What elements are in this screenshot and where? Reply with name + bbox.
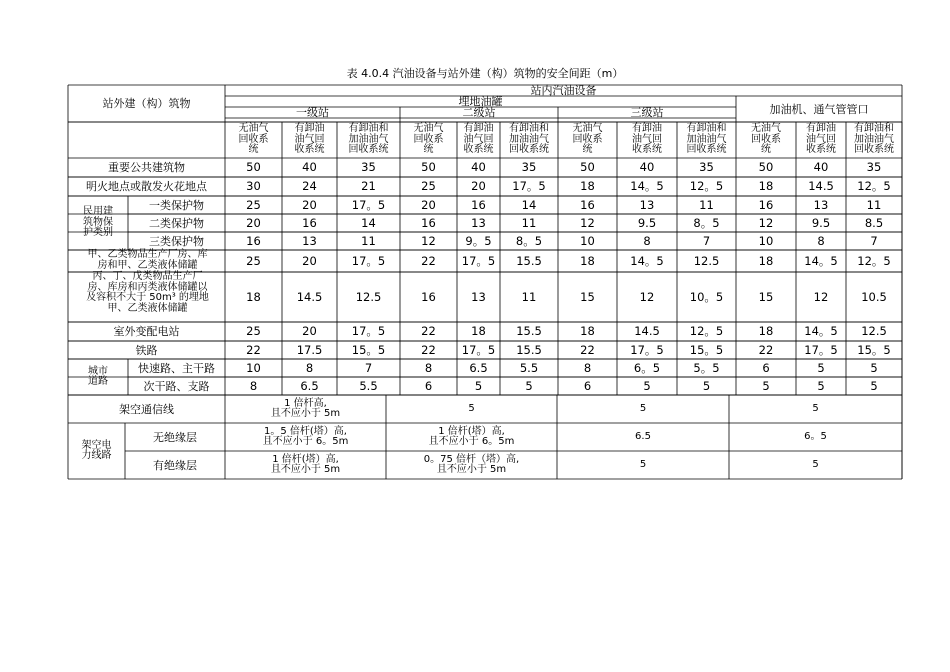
header-building: 站外建（构）筑物 xyxy=(102,97,191,110)
column-header-col-unload-fill-recovery: 有卸油和 加油油气 回收系统 xyxy=(686,123,727,156)
table-cell: 5。5 xyxy=(693,360,720,375)
table-cell: 5 xyxy=(870,378,878,393)
table-cell: 6 xyxy=(583,378,592,393)
table-cell: 11 xyxy=(699,197,714,212)
header-buried-tank: 埋地油罐 xyxy=(458,95,503,108)
table-cell: 17.5 xyxy=(296,342,323,357)
table-cell: 7 xyxy=(364,360,373,375)
row-label: 丙、丁、戊类物品生产厂 房、库房和丙类液体储罐以 及容积不大于 50m³ 的埋地 甲、乙类液体储罐 xyxy=(86,271,209,314)
table-cell: 11 xyxy=(521,215,537,230)
table-cell: 12.5 xyxy=(861,324,887,338)
table-cell: 1。5 倍杆(塔）高, 且不应小于 6。5m xyxy=(262,425,349,447)
table-cell: 15.5 xyxy=(516,342,542,357)
table-cell: 7 xyxy=(870,233,878,248)
table-cell: 18 xyxy=(580,324,595,338)
table-cell: 15。5 xyxy=(857,342,891,357)
table-cell: 18 xyxy=(580,179,595,193)
table-cell: 12.5 xyxy=(693,253,720,268)
table-cell: 6.5 xyxy=(469,360,488,375)
table-cell: 5.5 xyxy=(519,360,539,375)
column-header-col-no-recovery: 无油气 回收系 统 xyxy=(238,123,269,156)
table-cell: 16 xyxy=(302,215,317,230)
table-cell: 14。5 xyxy=(804,324,838,338)
column-header-col-unload-recovery: 有卸油 油气回 收系统 xyxy=(632,123,662,156)
table-cell: 12 xyxy=(758,215,774,230)
table-cell: 5 xyxy=(812,402,819,414)
table-cell: 15.5 xyxy=(516,253,542,268)
table-cell: 11 xyxy=(866,197,882,212)
table-cell: 11 xyxy=(521,289,537,304)
table-cell: 22 xyxy=(758,342,774,357)
table-cell: 50 xyxy=(421,160,436,174)
table-cell: 20 xyxy=(246,215,261,230)
table-cell: 20 xyxy=(471,179,486,193)
table-cell: 9.5 xyxy=(637,215,657,230)
table-cell: 50 xyxy=(758,160,774,174)
group-city-road: 城市 道路 xyxy=(88,365,108,387)
table-cell: 25 xyxy=(246,197,261,212)
table-cell: 12。5 xyxy=(857,253,891,268)
table-cell: 12。5 xyxy=(689,179,724,193)
table-cell: 5 xyxy=(525,378,533,393)
table-cell: 40 xyxy=(813,160,829,174)
table-cell: 16 xyxy=(471,197,486,212)
table-cell: 5 xyxy=(817,378,825,393)
row-label-with-insulation: 有绝缘层 xyxy=(153,458,197,472)
table-cell: 35 xyxy=(361,160,376,174)
table-cell: 35 xyxy=(699,160,714,174)
table-cell: 6。5 xyxy=(633,360,661,375)
table-cell: 22 xyxy=(580,342,595,357)
table-cell: 12。5 xyxy=(857,179,891,193)
table-cell: 17。5 xyxy=(512,179,546,193)
table-cell: 14 xyxy=(361,215,376,230)
table-cell: 40 xyxy=(302,160,317,174)
table-cell: 30 xyxy=(246,179,261,193)
row-label: 快速路、主干路 xyxy=(138,361,215,375)
header-dispenser: 加油机、通气管管口 xyxy=(769,102,869,116)
table-cell: 17。5 xyxy=(804,342,838,357)
table-cell: 14.5 xyxy=(634,324,660,338)
table-cell: 13 xyxy=(813,197,829,212)
table-cell: 18 xyxy=(580,253,595,268)
table-cell: 1 倍杆高, 且不应小于 5m xyxy=(270,397,341,419)
header-level3: 三级站 xyxy=(630,106,664,119)
table-cell: 20 xyxy=(302,197,317,212)
table-cell: 12 xyxy=(639,289,655,304)
table-cell: 6 xyxy=(424,378,433,393)
row-label: 三类保护物 xyxy=(149,234,204,248)
column-header-col-unload-recovery: 有卸油 油气回 收系统 xyxy=(294,123,325,156)
header-level2: 二级站 xyxy=(462,106,496,119)
table-cell: 5 xyxy=(812,458,819,470)
table-cell: 5 xyxy=(762,378,770,393)
table-cell: 18 xyxy=(471,324,486,338)
group-power-line: 架空电 力线路 xyxy=(81,439,112,461)
table-cell: 8 xyxy=(424,360,433,375)
table-cell: 12 xyxy=(580,215,595,230)
row-label: 一类保护物 xyxy=(149,198,204,212)
table-cell: 12 xyxy=(813,289,829,304)
table-cell: 17。5 xyxy=(461,342,496,357)
table-cell: 18 xyxy=(758,253,774,268)
table-cell: 17。5 xyxy=(630,342,664,357)
table-cell: 14。5 xyxy=(630,179,664,193)
table-cell: 8。5 xyxy=(515,233,543,248)
table-cell: 5 xyxy=(702,378,711,393)
row-label: 室外变配电站 xyxy=(113,325,180,338)
table-cell: 12。5 xyxy=(689,324,724,338)
table-cell: 13 xyxy=(471,289,486,304)
table-cell: 50 xyxy=(246,160,261,174)
row-label: 明火地点或散发火花地点 xyxy=(86,180,207,193)
table-cell: 10 xyxy=(246,360,261,375)
table-cell: 9。5 xyxy=(465,233,492,248)
header-level1: 一级站 xyxy=(296,106,329,119)
column-header-col-unload-recovery: 有卸油 油气回 收系统 xyxy=(463,123,494,156)
table-cell: 9.5 xyxy=(811,215,831,230)
table-cell: 8 xyxy=(817,233,825,248)
table-cell: 17。5 xyxy=(461,253,496,268)
table-cell: 12.5 xyxy=(355,289,382,304)
table-cell: 50 xyxy=(580,160,595,174)
table-cell: 5 xyxy=(639,458,647,470)
table-cell: 25 xyxy=(246,324,261,338)
column-header-col-unload-fill-recovery: 有卸油和 加油油气 回收系统 xyxy=(509,123,549,156)
table-cell: 15。5 xyxy=(351,342,386,357)
table-title: 表 4.0.4 汽油设备与站外建（构）筑物的安全间距（m） xyxy=(346,67,624,80)
table-cell: 16 xyxy=(580,197,595,212)
table-cell: 14 xyxy=(521,197,537,212)
table-cell: 18 xyxy=(758,324,774,338)
table-cell: 5 xyxy=(468,402,475,414)
table-cell: 13 xyxy=(302,233,317,248)
table-cell: 25 xyxy=(421,179,436,193)
table-cell: 15 xyxy=(758,289,774,304)
table-cell: 13 xyxy=(639,197,655,212)
table-cell: 15 xyxy=(580,289,595,304)
header-station-equipment: 站内汽油设备 xyxy=(530,84,597,97)
row-label-overhead-comm: 架空通信线 xyxy=(119,402,174,416)
table-cell: 17。5 xyxy=(351,324,386,338)
table-cell: 22 xyxy=(421,342,436,357)
table-cell: 6。5 xyxy=(804,430,827,442)
row-label: 次干路、支路 xyxy=(143,379,210,393)
table-cell: 8 xyxy=(305,360,314,375)
row-label: 二类保护物 xyxy=(149,216,204,230)
table-cell: 5 xyxy=(817,360,825,375)
table-cell: 17。5 xyxy=(351,197,386,212)
table-cell: 0。75 倍杆（塔）高, 且不应小于 5m xyxy=(423,453,520,475)
table-cell: 21 xyxy=(361,179,376,193)
table-cell: 10。5 xyxy=(689,289,724,304)
table-cell: 5 xyxy=(474,378,483,393)
table-cell: 10.5 xyxy=(861,289,887,304)
table-cell: 7 xyxy=(702,233,711,248)
column-header-col-no-recovery: 无油气 回收系 统 xyxy=(751,123,781,156)
table-cell: 12 xyxy=(421,233,436,248)
table-cell: 8 xyxy=(643,233,651,248)
table-cell: 15.5 xyxy=(516,324,542,338)
table-cell: 5 xyxy=(639,402,647,414)
table-cell: 13 xyxy=(471,215,486,230)
table-cell: 10 xyxy=(758,233,774,248)
table-cell: 11 xyxy=(361,233,376,248)
table-cell: 14。5 xyxy=(630,253,664,268)
row-label: 甲、乙类物品生产厂房、库 房和甲、乙类液体储罐 xyxy=(87,249,208,271)
table-cell: 5 xyxy=(643,378,651,393)
table-cell: 35 xyxy=(521,160,537,174)
table-cell: 16 xyxy=(421,289,436,304)
column-header-col-unload-recovery: 有卸油 油气回 收系统 xyxy=(806,123,836,156)
table-cell: 15。5 xyxy=(689,342,724,357)
table-cell: 14.5 xyxy=(296,289,323,304)
table-cell: 8.5 xyxy=(864,215,884,230)
column-header-col-no-recovery: 无油气 回收系 统 xyxy=(572,123,603,156)
table-cell: 20 xyxy=(421,197,436,212)
table-cell: 18 xyxy=(246,289,261,304)
table-cell: 18 xyxy=(758,179,774,193)
table-cell: 8 xyxy=(249,378,258,393)
table-cell: 8。5 xyxy=(693,215,720,230)
table-cell: 24 xyxy=(302,179,317,193)
table-cell: 5 xyxy=(870,360,878,375)
table-cell: 5.5 xyxy=(359,378,378,393)
table-cell: 14。5 xyxy=(804,253,838,268)
table-cell: 40 xyxy=(471,160,486,174)
table-cell: 14.5 xyxy=(808,179,834,193)
table-cell: 22 xyxy=(421,253,436,268)
table-cell: 17。5 xyxy=(351,253,386,268)
table-cell: 1 倍杆(塔）高, 且不应小于 5m xyxy=(270,453,341,475)
row-label: 铁路 xyxy=(135,343,158,357)
table-cell: 6.5 xyxy=(300,378,319,393)
column-header-col-unload-fill-recovery: 有卸油和 加油油气 回收系统 xyxy=(348,123,389,156)
table-cell: 16 xyxy=(421,215,436,230)
table-cell: 20 xyxy=(302,253,317,268)
column-header-col-no-recovery: 无油气 回收系 统 xyxy=(413,123,444,156)
table-cell: 16 xyxy=(246,233,261,248)
table-cell: 1 倍杆(塔）高, 且不应小于 6。5m xyxy=(428,425,515,447)
table-cell: 25 xyxy=(246,253,261,268)
row-label: 重要公共建筑物 xyxy=(108,161,185,174)
table-cell: 35 xyxy=(866,160,882,174)
table-cell: 22 xyxy=(246,342,261,357)
table-cell: 6 xyxy=(762,360,770,375)
table-cell: 20 xyxy=(302,324,317,338)
table-cell: 16 xyxy=(758,197,774,212)
table-cell: 22 xyxy=(421,324,436,338)
table-cell: 40 xyxy=(639,160,655,174)
row-label-no-insulation: 无绝缘层 xyxy=(153,430,197,444)
group-civil-protection: 民用建 筑物保 护类别 xyxy=(83,206,113,239)
table-cell: 6.5 xyxy=(635,430,651,442)
table-cell: 10 xyxy=(580,233,595,248)
table-cell: 8 xyxy=(583,360,592,375)
column-header-col-unload-fill-recovery: 有卸油和 加油油气 回收系统 xyxy=(854,123,894,156)
